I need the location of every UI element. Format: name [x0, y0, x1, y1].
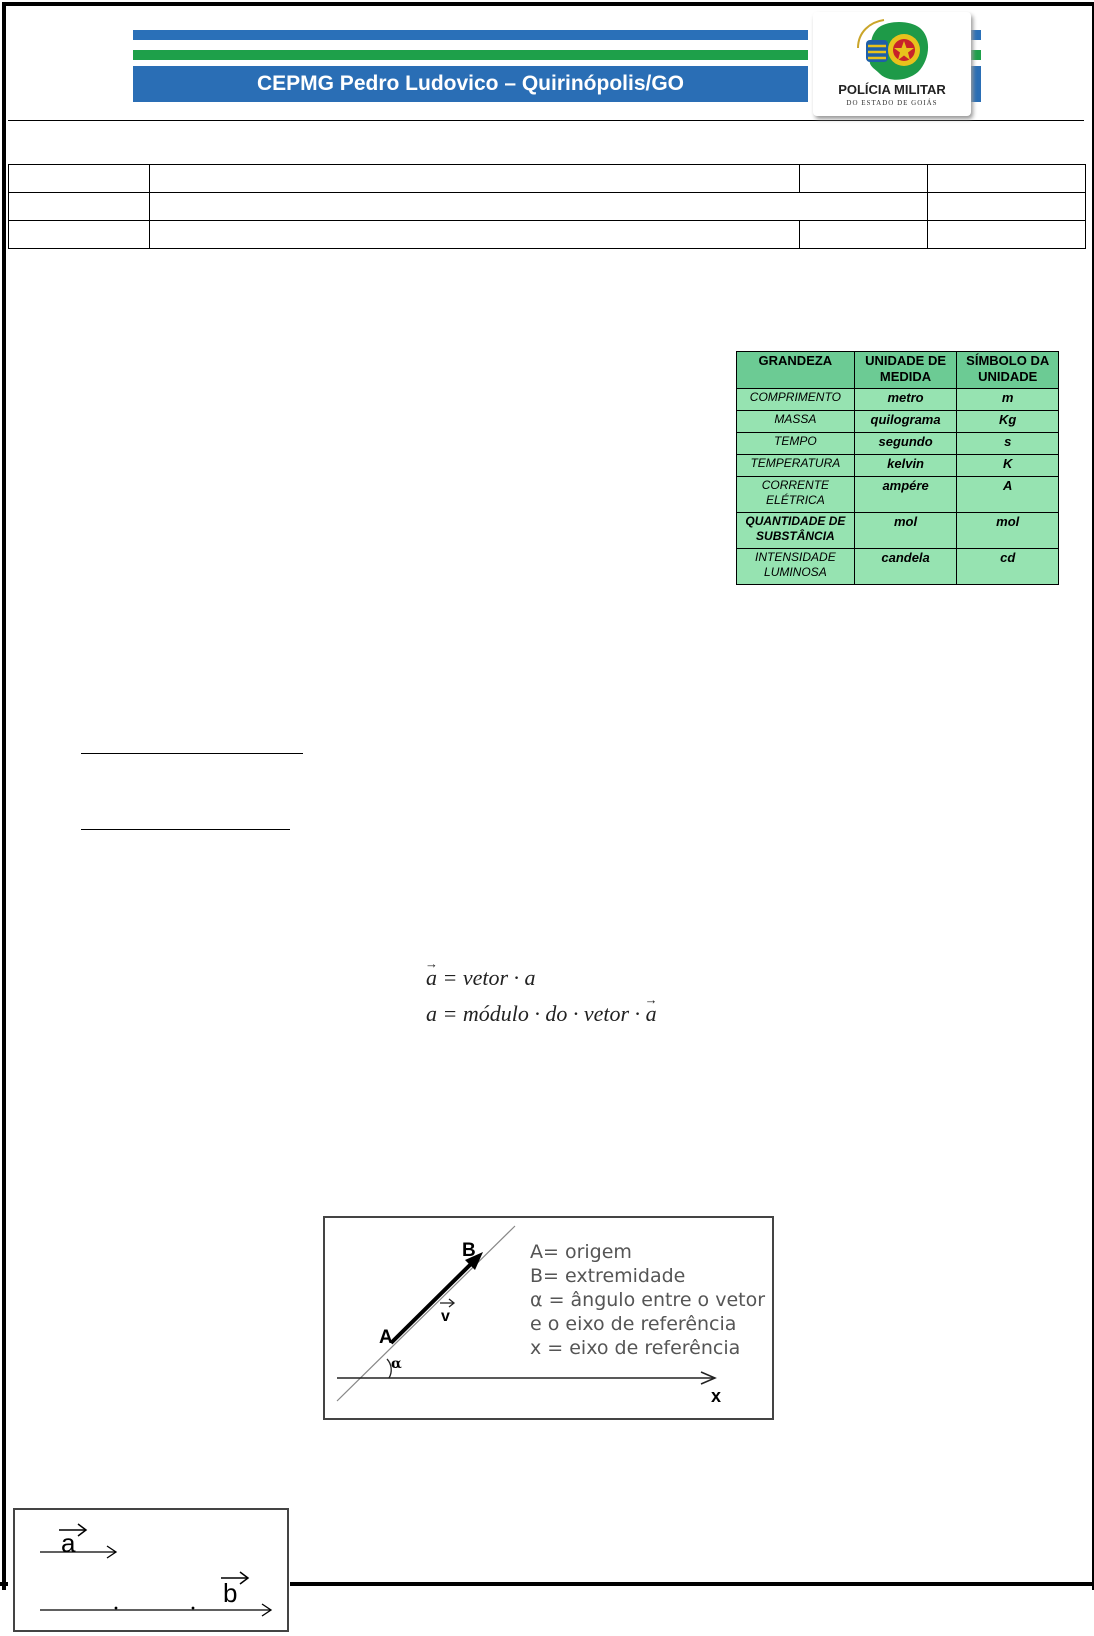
vector-formula	[426, 960, 657, 1032]
info-cell	[9, 165, 150, 193]
angle-alpha-label: α	[391, 1356, 402, 1372]
unidade-cell: quilograma	[854, 411, 957, 433]
units-row	[737, 433, 1059, 455]
grandeza-cell: TEMPERATURA	[737, 455, 855, 477]
header-unidade: UNIDADE DE MEDIDA	[854, 352, 957, 389]
vector-diagram	[323, 1216, 774, 1420]
info-cell	[928, 193, 1086, 221]
grandeza-cell: COMPRIMENTO	[737, 389, 855, 411]
answer-blank-line	[81, 829, 290, 830]
state-emblem-icon	[848, 18, 936, 84]
simbolo-cell: A	[957, 477, 1059, 513]
logo-subtitle: DO ESTADO DE GOIÁS	[846, 99, 938, 107]
banner-stripe-main-right	[971, 66, 981, 102]
vector-v-shaft	[391, 1260, 475, 1343]
simbolo-cell: mol	[957, 513, 1059, 549]
info-cell	[928, 165, 1086, 193]
info-cell	[928, 221, 1086, 249]
banner-stripe-blue-right	[971, 30, 981, 40]
tick-mark	[115, 1607, 118, 1610]
legend-item: B= extremidade	[530, 1265, 686, 1287]
legend-item: e o eixo de referência	[530, 1313, 737, 1335]
unidade-cell: mol	[854, 513, 957, 549]
point-b-label: B	[462, 1240, 476, 1261]
unidade-cell: ampére	[854, 477, 957, 513]
banner-stripe-green-right	[971, 50, 981, 60]
formula-text: a = módulo · do · vetor ·	[426, 1001, 641, 1026]
formula-line-2	[426, 996, 657, 1032]
header-grandeza: GRANDEZA	[737, 352, 855, 389]
units-row	[737, 389, 1059, 411]
simbolo-cell: Kg	[957, 411, 1059, 433]
units-row	[737, 411, 1059, 433]
info-cell	[149, 193, 927, 221]
grandeza-cell: TEMPO	[737, 433, 855, 455]
student-info-table	[8, 164, 1086, 249]
info-cell	[800, 165, 928, 193]
legend-item: α = ângulo entre o vetor	[530, 1289, 766, 1311]
document-header	[8, 8, 1086, 250]
grandeza-cell: INTENSIDADE LUMINOSA	[737, 549, 855, 585]
ab-vectors-figure	[15, 1510, 287, 1630]
vector-line-of-action	[337, 1226, 515, 1401]
info-cell	[149, 165, 799, 193]
info-cell	[800, 221, 928, 249]
info-cell	[9, 193, 150, 221]
units-row	[737, 477, 1059, 513]
point-a-label: A	[379, 1327, 393, 1348]
info-cell	[149, 221, 799, 249]
header-simbolo: SÍMBOLO DA UNIDADE	[957, 352, 1059, 389]
banner-stripe-green	[133, 50, 808, 60]
formula-rhs: = vetor · a	[442, 965, 536, 990]
units-row	[737, 455, 1059, 477]
vector-symbol: → a	[646, 996, 657, 1032]
x-axis-label: x	[711, 1386, 722, 1406]
unidade-cell: kelvin	[854, 455, 957, 477]
vector-v-label: v	[441, 1308, 450, 1325]
legend-item: x = eixo de referência	[530, 1337, 741, 1359]
simbolo-cell: cd	[957, 549, 1059, 585]
grandeza-cell: CORRENTE ELÉTRICA	[737, 477, 855, 513]
si-units-table	[736, 351, 1059, 585]
simbolo-cell: K	[957, 455, 1059, 477]
tick-mark	[192, 1607, 195, 1610]
banner-row	[8, 8, 1084, 121]
grandeza-cell: QUANTIDADE DE SUBSTÂNCIA	[737, 513, 855, 549]
grandeza-cell: MASSA	[737, 411, 855, 433]
info-row	[9, 221, 1086, 249]
police-logo	[813, 12, 971, 116]
info-row	[9, 165, 1086, 193]
units-header-row	[737, 352, 1059, 389]
unidade-cell: candela	[854, 549, 957, 585]
info-row	[9, 193, 1086, 221]
school-banner	[123, 8, 981, 116]
formula-line-1	[426, 960, 657, 996]
info-cell	[9, 221, 150, 249]
legend-item: A= origem	[530, 1241, 632, 1263]
page-frame-bottom	[290, 1582, 1094, 1586]
school-name: CEPMG Pedro Ludovico – Quirinópolis/GO	[256, 72, 685, 95]
vector-legend	[530, 1240, 765, 1360]
unidade-cell: metro	[854, 389, 957, 411]
units-row	[737, 549, 1059, 585]
vector-symbol: → a	[426, 960, 437, 996]
unidade-cell: segundo	[854, 433, 957, 455]
simbolo-cell: m	[957, 389, 1059, 411]
banner-stripe-blue	[133, 30, 808, 40]
simbolo-cell: s	[957, 433, 1059, 455]
header-title-row	[8, 121, 1084, 165]
vector-a-label: a	[61, 1528, 76, 1558]
page-frame-bottom-left	[0, 1582, 8, 1586]
logo-title: POLÍCIA MILITAR	[838, 82, 946, 97]
answer-blank-line	[81, 753, 303, 754]
units-row	[737, 513, 1059, 549]
vector-b-label: b	[223, 1578, 238, 1608]
ab-vectors-box	[13, 1508, 289, 1632]
